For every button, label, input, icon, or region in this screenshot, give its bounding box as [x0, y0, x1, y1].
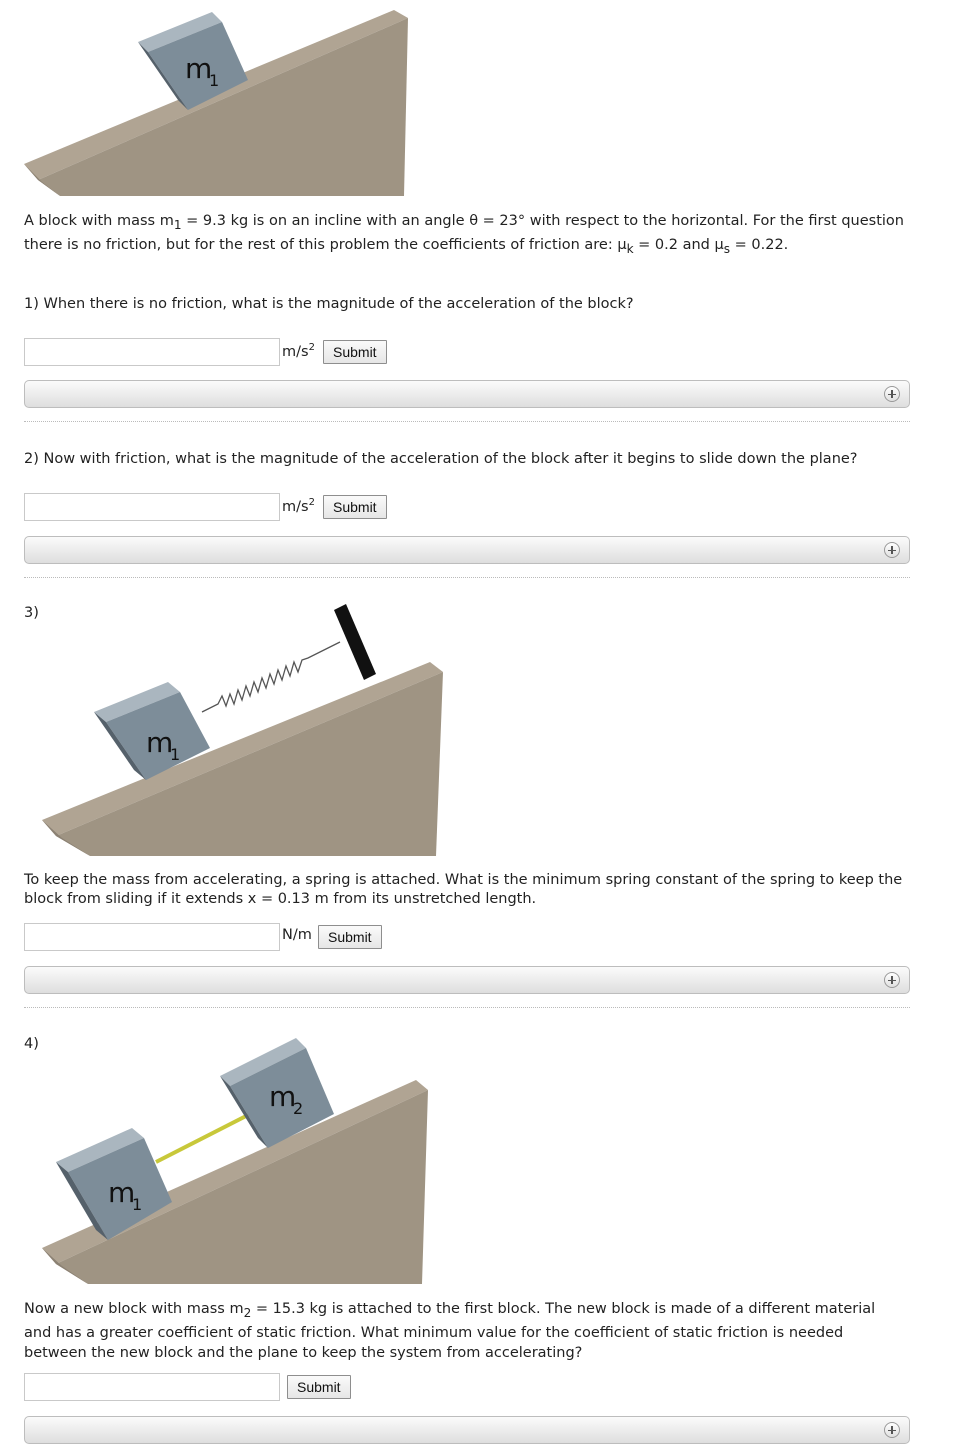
q1-answer-input[interactable] [24, 338, 280, 366]
q3-answer-input[interactable] [24, 923, 280, 951]
statement-part-b: = 9.3 kg is on an incline with an angle θ = 23° with respect to the horizontal. For the first question there is no friction, but for the rest of this problem the coefficients of friction are: μ [24, 213, 904, 253]
q1-unit: $m/s^2$ [282, 342, 315, 360]
q1-expand-plus-icon[interactable] [884, 386, 900, 402]
q4-block2-label: m [269, 1080, 297, 1113]
q4-answer-row [24, 1373, 424, 1403]
q1-hint-bar[interactable] [24, 380, 910, 408]
q3-prompt: To keep the mass from accelerating, a spring is attached. What is the minimum spring constant of the spring to keep the block from sliding if it extends x = 0.13 m from its unstretched length. [24, 872, 903, 907]
statement-part-d: = 0.22. [730, 236, 789, 253]
q4-answer-input[interactable] [24, 1373, 280, 1401]
q3-unit: N/m [282, 927, 312, 943]
q4-block1-label: m [108, 1176, 136, 1209]
problem-statement [24, 211, 924, 259]
q4-prompt [24, 1299, 894, 1363]
q3-answer-row [24, 923, 424, 953]
q3-number: 3) [24, 605, 39, 621]
q2-divider [24, 577, 910, 578]
block-m1-subscript: 1 [209, 71, 220, 90]
q2-expand-plus-icon[interactable] [884, 542, 900, 558]
spring [202, 642, 340, 712]
mu-k-subscript: k [626, 241, 634, 256]
block-m1-label: m [185, 52, 213, 85]
q4-number: 4) [24, 1036, 39, 1052]
q2-hint-bar[interactable] [24, 536, 910, 564]
q4-block1-subscript: 1 [132, 1195, 143, 1214]
q2-unit: $m/s^2$ [282, 497, 315, 515]
q1-answer-row [24, 338, 424, 368]
connecting-rope [156, 1114, 250, 1162]
spring-incline-figure [40, 600, 450, 862]
q3-hint-bar[interactable] [24, 966, 910, 994]
q2-answer-input[interactable] [24, 493, 280, 521]
m1-subscript: 1 [173, 217, 182, 232]
q2-prompt: 2) Now with friction, what is the magnitude of the acceleration of the block after it begins to slide down the plane? [24, 451, 858, 467]
q3-divider [24, 1007, 910, 1008]
q3-block-subscript: 1 [170, 745, 181, 764]
q3-expand-plus-icon[interactable] [884, 972, 900, 988]
q3-submit-button[interactable]: Submit [318, 925, 382, 949]
mu-s-subscript: s [723, 241, 731, 256]
q4-prompt-part-a: Now a new block with mass m [24, 1301, 244, 1317]
q3-block-label: m [146, 726, 174, 759]
statement-part-a: A block with mass m [24, 213, 174, 229]
q4-block2-subscript: 2 [293, 1099, 304, 1118]
q4-expand-plus-icon[interactable] [884, 1422, 900, 1438]
q4-hint-bar[interactable] [24, 1416, 910, 1444]
q1-prompt: 1) When there is no friction, what is the magnitude of the acceleration of the block? [24, 296, 634, 312]
q1-divider [24, 421, 910, 422]
q4-prompt-part-b: = 15.3 kg is attached to the first block. The new block is made of a different material and has a greater coefficient of static friction. What minimum value for the coefficient of static friction is needed between the new block and the plane to keep the system from accelerating? [24, 1301, 876, 1361]
wall-plate [334, 604, 376, 680]
statement-part-c: = 0.2 and μ [633, 236, 724, 253]
incline-side-face [56, 672, 443, 856]
q1-submit-button[interactable]: Submit [323, 340, 387, 364]
two-block-incline-figure [40, 1030, 440, 1290]
q4-submit-button[interactable]: Submit [287, 1375, 351, 1399]
q2-submit-button[interactable]: Submit [323, 495, 387, 519]
m2-subscript: 2 [243, 1305, 252, 1320]
incline-figure-1 [22, 6, 412, 201]
q2-answer-row [24, 493, 424, 523]
